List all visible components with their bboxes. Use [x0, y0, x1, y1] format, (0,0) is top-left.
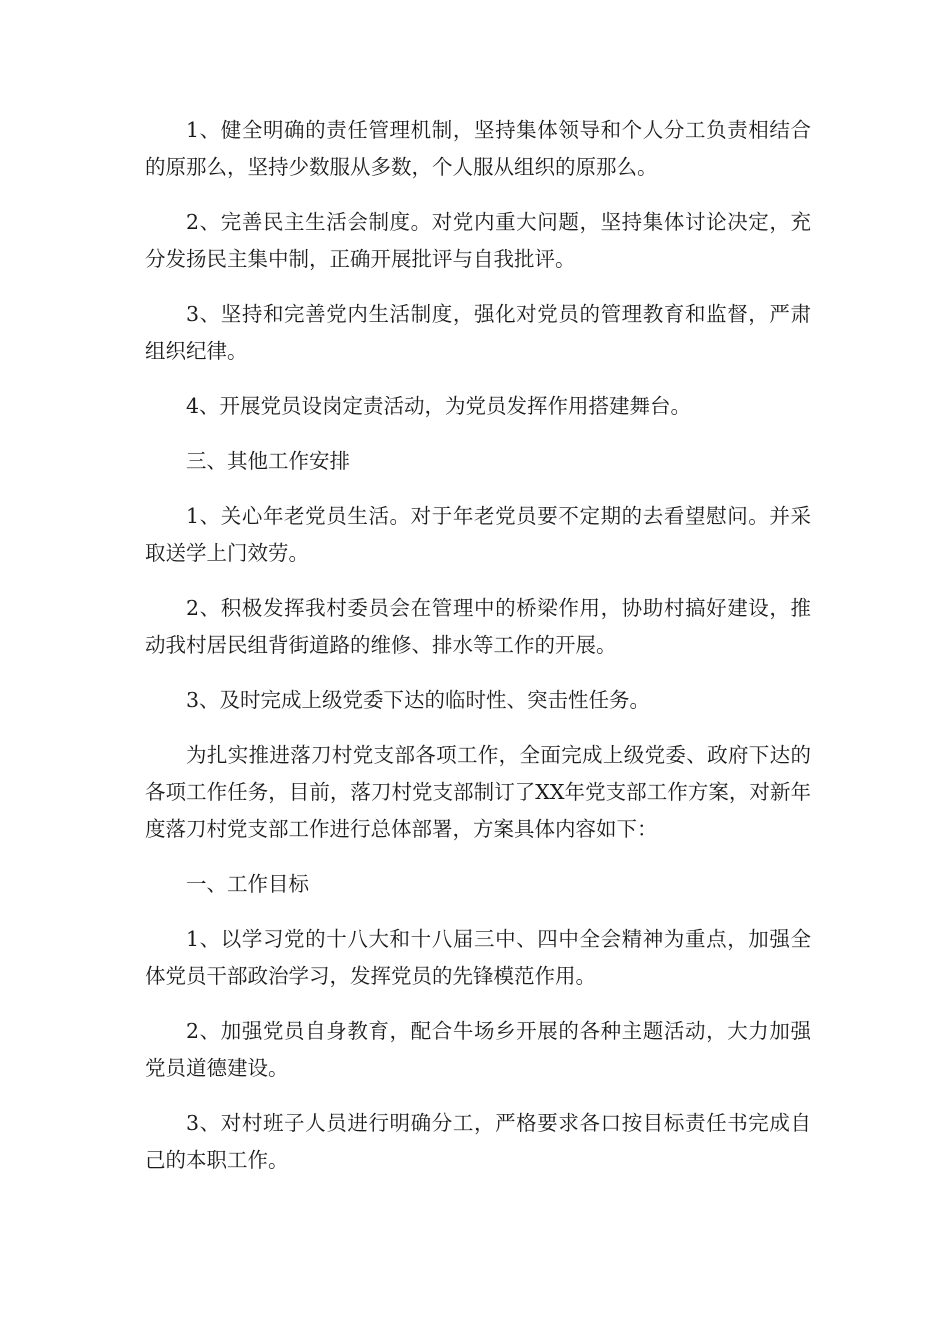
paragraph-responsibility-mechanism: 1、健全明确的责任管理机制，坚持集体领导和个人分工负责相结合的原那么，坚持少数服从多数，个人服从组织的原那么。	[145, 118, 811, 179]
paragraph-elderly-members: 1、关心年老党员生活。对于年老党员要不定期的去看望慰问。并采取送学上门效劳。	[145, 504, 811, 565]
paragraph-member-education: 2、加强党员自身教育，配合牛场乡开展的各种主题活动，大力加强党员道德建设。	[145, 1019, 811, 1080]
paragraph-study-spirit: 1、以学习党的十八大和十八届三中、四中全会精神为重点，加强全体党员干部政治学习，发挥党员的先锋模范作用。	[145, 927, 811, 988]
section-heading-other-arrangements: 三、其他工作安排	[186, 449, 350, 473]
document-body	[145, 112, 811, 1197]
paragraph-division-of-labor: 3、对村班子人员进行明确分工，严格要求各口按目标责任书完成自己的本职工作。	[145, 1111, 811, 1172]
paragraph-post-responsibility: 4、开展党员设岗定责活动，为党员发挥作用搭建舞台。	[186, 394, 692, 418]
section-heading-work-goals: 一、工作目标	[186, 872, 309, 896]
paragraph-village-committee: 2、积极发挥我村委员会在管理中的桥梁作用，协助村搞好建设，推动我村居民组背街道路的维修、排水等工作的开展。	[145, 596, 811, 657]
paragraph-democratic-life-meeting: 2、完善民主生活会制度。对党内重大问题，坚持集体讨论决定，充分发扬民主集中制，正确开展批评与自我批评。	[145, 210, 811, 271]
paragraph-party-life-system: 3、坚持和完善党内生活制度，强化对党员的管理教育和监督，严肃组织纪律。	[145, 302, 811, 363]
paragraph-plan-intro: 为扎实推进落刀村党支部各项工作，全面完成上级党委、政府下达的各项工作任务，目前，落刀村党支部制订了XX年党支部工作方案，对新年度落刀村党支部工作进行总体部署，方案具体内容如下：	[145, 743, 811, 841]
paragraph-temporary-tasks: 3、及时完成上级党委下达的临时性、突击性任务。	[186, 688, 651, 712]
